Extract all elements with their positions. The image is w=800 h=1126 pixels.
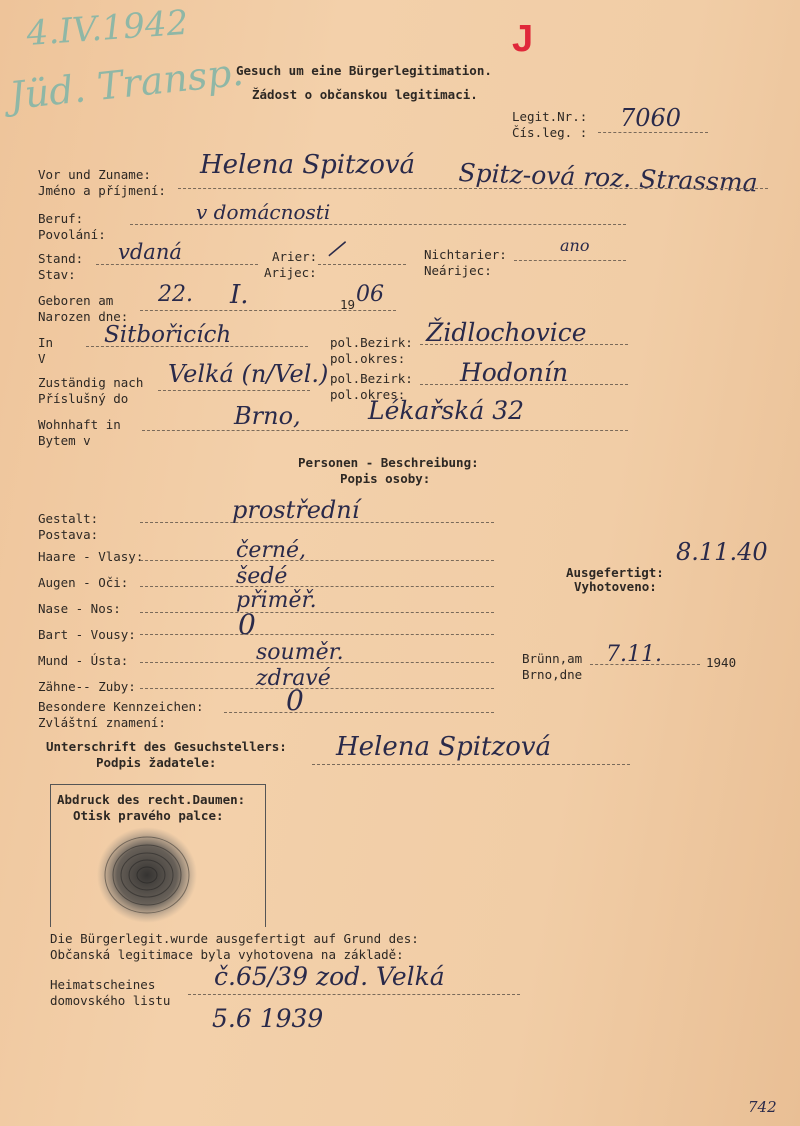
basis-line-cs: Občanská legitimace byla vyhotovena na základě: — [50, 947, 404, 962]
kennzeichen-line — [224, 712, 494, 713]
haare-line — [140, 560, 494, 561]
description-title-cs: Popis osoby: — [340, 471, 431, 486]
value-wohn-street: Lékařská 32 — [368, 396, 525, 425]
bezirk1-line — [420, 344, 628, 345]
title-german: Gesuch um eine Bürgerlegitimation. — [236, 63, 492, 78]
value-wohn-city: Brno, — [234, 402, 301, 430]
value-bart: 0 — [238, 608, 256, 641]
value-signature: Helena Spitzová — [336, 732, 552, 762]
arier-line — [318, 264, 406, 265]
value-gestalt: prostřední — [232, 496, 360, 524]
label-kennzeichen-cs: Zvláštní znamení: — [38, 715, 166, 730]
label-kennzeichen-de: Besondere Kennzeichen: — [38, 699, 204, 714]
label-issued-cs: Vyhotoveno: — [574, 579, 657, 594]
nase-line — [140, 612, 494, 613]
thumb-label-de: Abdruck des recht.Daumen: — [57, 792, 246, 807]
nichtarier-line — [514, 260, 626, 261]
born-year-printed: 19 — [340, 297, 356, 312]
label-zust-cs: Příslušný do — [38, 391, 129, 406]
label-heimat-de: Heimatscheines — [50, 977, 156, 992]
page-number: 742 — [748, 1098, 777, 1116]
value-zust: Velká (n/Vel.) — [168, 360, 329, 388]
value-zahne: zdravé — [256, 666, 331, 691]
value-nase: přiměř. — [236, 588, 317, 613]
label-bart: Bart - Vousy: — [38, 627, 136, 642]
label-nichtarier-cs: Neárijec: — [424, 263, 492, 278]
value-augen: šedé — [236, 564, 288, 589]
basis-line-de: Die Bürgerlegit.wurde ausgefertigt auf Grund des: — [50, 931, 419, 946]
value-bezirk2: Hodonín — [460, 358, 569, 387]
pencil-transport-note: Jüd. Transp. — [7, 49, 246, 118]
label-nase: Nase - Nos: — [38, 601, 121, 616]
label-name-de: Vor und Zuname: — [38, 167, 151, 182]
label-signature-cs: Podpis žadatele: — [96, 755, 217, 770]
label-gestalt-de: Gestalt: — [38, 511, 99, 526]
value-born-month: I. — [230, 280, 249, 310]
value-status: vdaná — [118, 240, 182, 264]
pencil-date: 4.IV.1942 — [25, 2, 190, 54]
heimat-line — [188, 994, 520, 995]
thumb-label-cs: Otisk pravého palce: — [73, 808, 224, 823]
zust-line — [158, 390, 310, 391]
label-occupation-de: Beruf: — [38, 211, 84, 226]
value-kennzeichen: 0 — [286, 684, 304, 717]
augen-line — [140, 586, 494, 587]
label-status-cs: Stav: — [38, 267, 76, 282]
zahne-line — [140, 688, 494, 689]
label-mund: Mund - Ústa: — [38, 653, 129, 668]
value-born-day: 22. — [158, 282, 193, 307]
bart-line — [140, 634, 494, 635]
title-czech: Žádost o občanskou legitimaci. — [252, 87, 478, 102]
legit-line — [598, 132, 708, 133]
mund-line — [140, 662, 494, 663]
label-zahne: Zähne-- Zuby: — [38, 679, 136, 694]
label-heimat-cs: domovského listu — [50, 993, 171, 1008]
label-in-de: In — [38, 335, 54, 350]
issued-date-line — [590, 664, 700, 665]
value-name-alt: Spitz-ová roz. Strassma — [458, 158, 759, 198]
legit-label-de: Legit.Nr.: — [512, 109, 588, 124]
label-arier-de: Arier: — [272, 249, 318, 264]
label-bezirk2-cs: pol.okres: — [330, 387, 406, 402]
value-bezirk1: Židlochovice — [426, 318, 587, 347]
label-born-cs: Narozen dne: — [38, 309, 129, 324]
label-signature-de: Unterschrift des Gesuchstellers: — [46, 739, 287, 754]
issued-year: 1940 — [706, 655, 737, 670]
gestalt-line — [140, 522, 494, 523]
label-haare: Haare - Vlasy: — [38, 549, 144, 564]
value-name: Helena Spitzová — [200, 150, 416, 180]
label-zust-de: Zuständig nach — [38, 375, 144, 390]
status-line — [96, 264, 258, 265]
label-name-cs: Jméno a příjmení: — [38, 183, 166, 198]
label-bezirk2-de: pol.Bezirk: — [330, 371, 413, 386]
label-born-de: Geboren am — [38, 293, 114, 308]
value-haare: černé, — [236, 538, 307, 563]
wohn-line — [142, 430, 628, 431]
value-birthplace: Sitbořicích — [104, 322, 232, 348]
label-bezirk1-de: pol.Bezirk: — [330, 335, 413, 350]
occupation-line — [130, 224, 626, 225]
signature-line — [312, 764, 630, 765]
legit-number: 7060 — [620, 104, 682, 132]
birthplace-line — [86, 346, 308, 347]
label-wohn-de: Wohnhaft in — [38, 417, 121, 432]
label-place-de: Brünn,am — [522, 651, 583, 666]
label-in-cs: V — [38, 351, 46, 366]
label-issued-de: Ausgefertigt: — [566, 565, 664, 580]
label-place-cs: Brno,dne — [522, 667, 583, 682]
description-title-de: Personen - Beschreibung: — [298, 455, 479, 470]
legit-label-cs: Čís.leg. : — [512, 125, 588, 140]
value-arier: — — [318, 229, 355, 266]
value-issued: 8.11.40 — [676, 538, 768, 566]
value-nichtarier: ano — [560, 236, 590, 255]
value-heimat-date: 5.6 1939 — [212, 1004, 324, 1033]
thumbprint-box — [50, 784, 266, 927]
born-line — [140, 310, 396, 311]
label-wohn-cs: Bytem v — [38, 433, 91, 448]
label-occupation-cs: Povolání: — [38, 227, 106, 242]
value-occupation: v domácnosti — [196, 200, 331, 224]
value-issued-date: 7.11. — [606, 642, 662, 667]
label-status-de: Stand: — [38, 251, 84, 266]
value-born-year: 06 — [356, 282, 384, 307]
label-arier-cs: Arijec: — [264, 265, 317, 280]
label-nichtarier-de: Nichtarier: — [424, 247, 507, 262]
bezirk2-line — [420, 384, 628, 385]
value-mund: souměr. — [256, 640, 344, 665]
stamp-letter-j: J — [512, 18, 534, 60]
label-bezirk1-cs: pol.okres: — [330, 351, 406, 366]
value-heimat: č.65/39 zod. Velká — [214, 962, 445, 991]
label-gestalt-cs: Postava: — [38, 527, 99, 542]
name-line — [178, 188, 768, 189]
label-augen: Augen - Oči: — [38, 575, 129, 590]
